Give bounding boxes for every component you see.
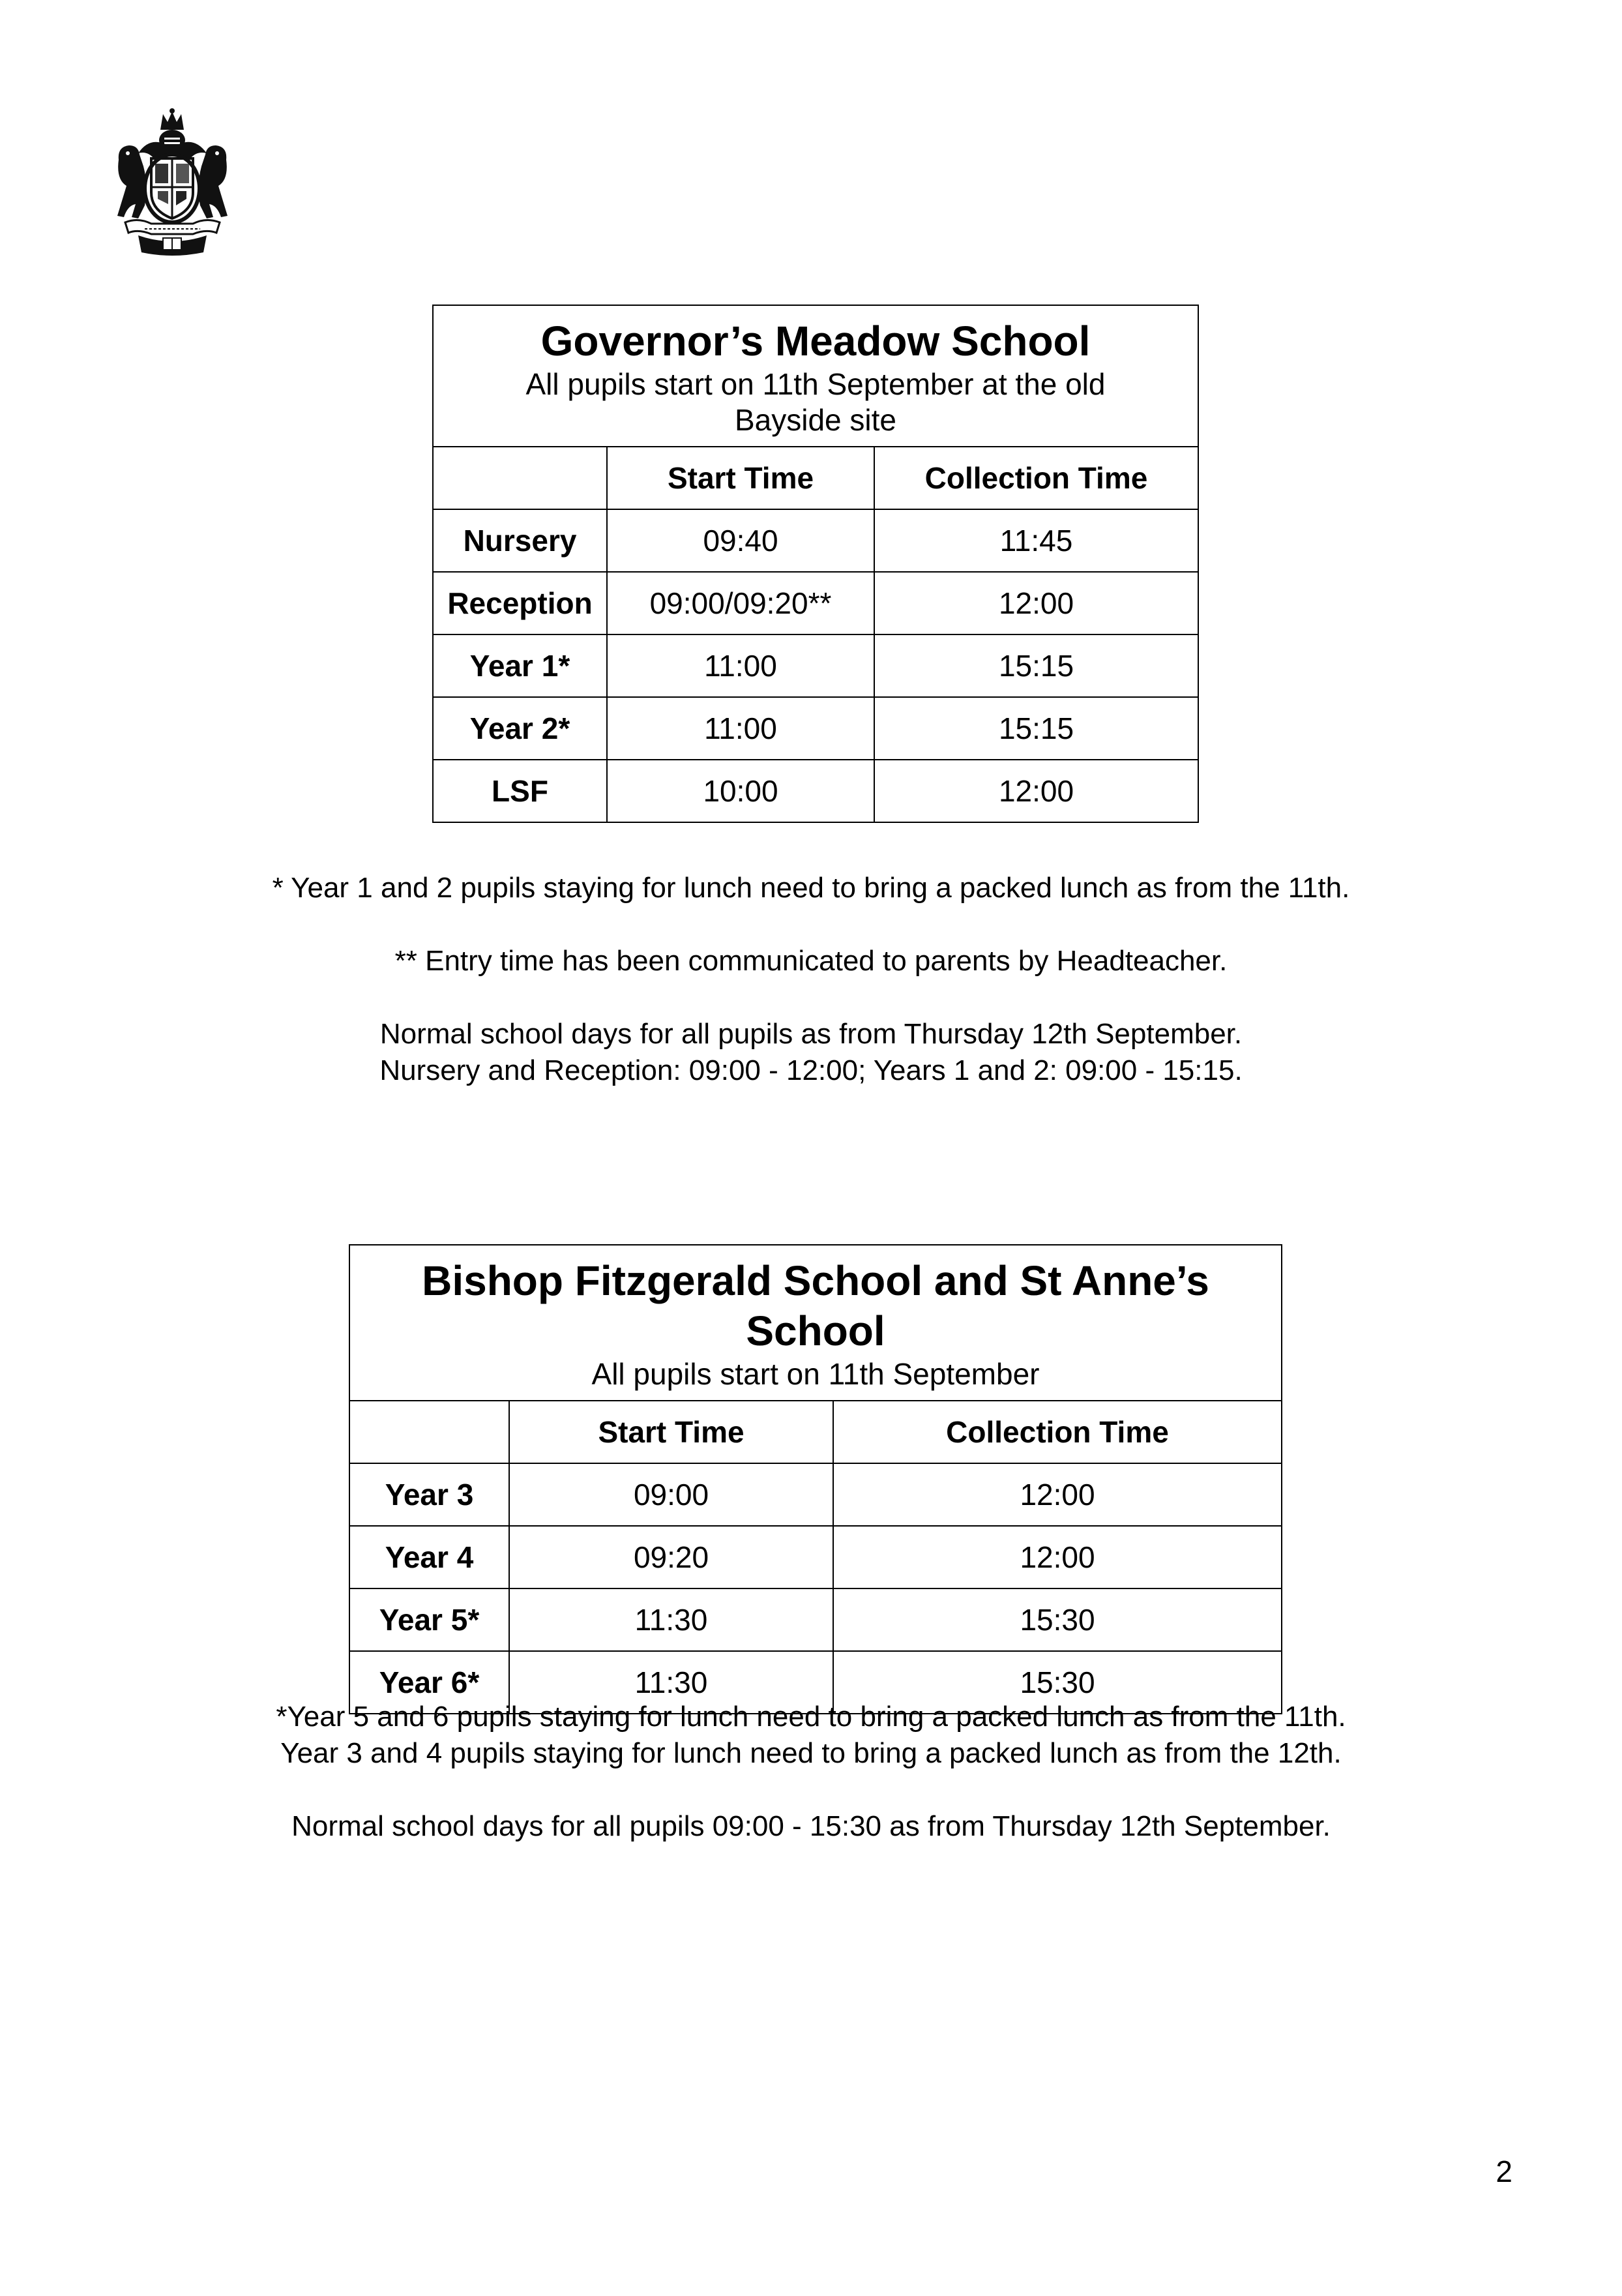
page-number: 2 [1496,2154,1512,2188]
royal-coat-of-arms-icon [112,108,233,258]
lunch-note: * Year 1 and 2 pupils staying for lunch need to bring a packed lunch as from the 11th. [272,872,1350,904]
collection-time-cell: 15:15 [874,634,1198,697]
bishop-fitzgerald-timetable [349,1244,1282,1714]
collection-time-cell: 12:00 [874,572,1198,634]
header-row [349,1401,1282,1463]
collection-time-cell: 11:45 [874,509,1198,572]
table-row [349,1588,1282,1651]
governors-meadow-notes [0,870,1622,1089]
lunch-note-years-5-6: *Year 5 and 6 pupils staying for lunch need to bring a packed lunch as from the 11th. [276,1701,1346,1733]
table-row [433,509,1198,572]
column-header-collection-time: Collection Time [833,1401,1282,1463]
start-time-cell: 11:00 [607,634,874,697]
governors-meadow-timetable [432,305,1199,823]
row-group: Year 3 [349,1463,509,1526]
school-name: Bishop Fitzgerald School and St Anne’s School [422,1257,1209,1354]
start-time-cell: 11:00 [607,697,874,760]
start-time-cell: 09:00 [509,1463,833,1526]
start-time-cell: 09:40 [607,509,874,572]
title-row [433,305,1198,447]
table-row [433,572,1198,634]
start-time-cell: 11:30 [509,1588,833,1651]
row-group: Year 2* [433,697,607,760]
start-time-cell: 11:30 [509,1651,833,1714]
row-group: Year 5* [349,1588,509,1651]
table-title-cell [349,1245,1282,1401]
collection-time-cell: 12:00 [833,1463,1282,1526]
row-group: Nursery [433,509,607,572]
row-group: Year 1* [433,634,607,697]
collection-time-cell: 15:15 [874,697,1198,760]
collection-time-cell: 12:00 [833,1526,1282,1588]
column-header-collection-time: Collection Time [874,447,1198,509]
collection-time-cell: 12:00 [874,760,1198,822]
column-header-blank [433,447,607,509]
table-row [349,1526,1282,1588]
entry-time-note: ** Entry time has been communicated to parents by Headteacher. [394,945,1228,977]
row-group: LSF [433,760,607,822]
table-row [349,1463,1282,1526]
normal-hours-note: Nursery and Reception: 09:00 - 12:00; Years 1 and 2: 09:00 - 15:15. [379,1054,1243,1086]
title-row [349,1245,1282,1401]
school-subtitle-line2: Bayside site [734,402,896,437]
column-header-blank [349,1401,509,1463]
row-group: Year 6* [349,1651,509,1714]
school-subtitle-line1: All pupils start on 11th September at the old [525,366,1106,401]
start-time-cell: 09:20 [509,1526,833,1588]
row-group: Year 4 [349,1526,509,1588]
column-header-start-time: Start Time [607,447,874,509]
collection-time-cell: 15:30 [833,1651,1282,1714]
lunch-note-years-3-4: Year 3 and 4 pupils staying for lunch need to bring a packed lunch as from the 12th. [280,1737,1342,1769]
school-name: Governor’s Meadow School [540,318,1091,365]
table-row [433,760,1198,822]
start-time-cell: 09:00/09:20** [607,572,874,634]
table-row [433,634,1198,697]
header-row [433,447,1198,509]
school-subtitle: All pupils start on 11th September [591,1356,1040,1391]
bishop-fitzgerald-notes [0,1699,1622,1845]
collection-time-cell: 15:30 [833,1588,1282,1651]
normal-days-note: Normal school days for all pupils 09:00 - 15:30 as from Thursday 12th September. [291,1810,1331,1842]
table-title-cell [433,305,1198,447]
normal-days-note: Normal school days for all pupils as from Thursday 12th September. [379,1018,1243,1050]
table-row [433,697,1198,760]
start-time-cell: 10:00 [607,760,874,822]
column-header-start-time: Start Time [509,1401,833,1463]
row-group: Reception [433,572,607,634]
